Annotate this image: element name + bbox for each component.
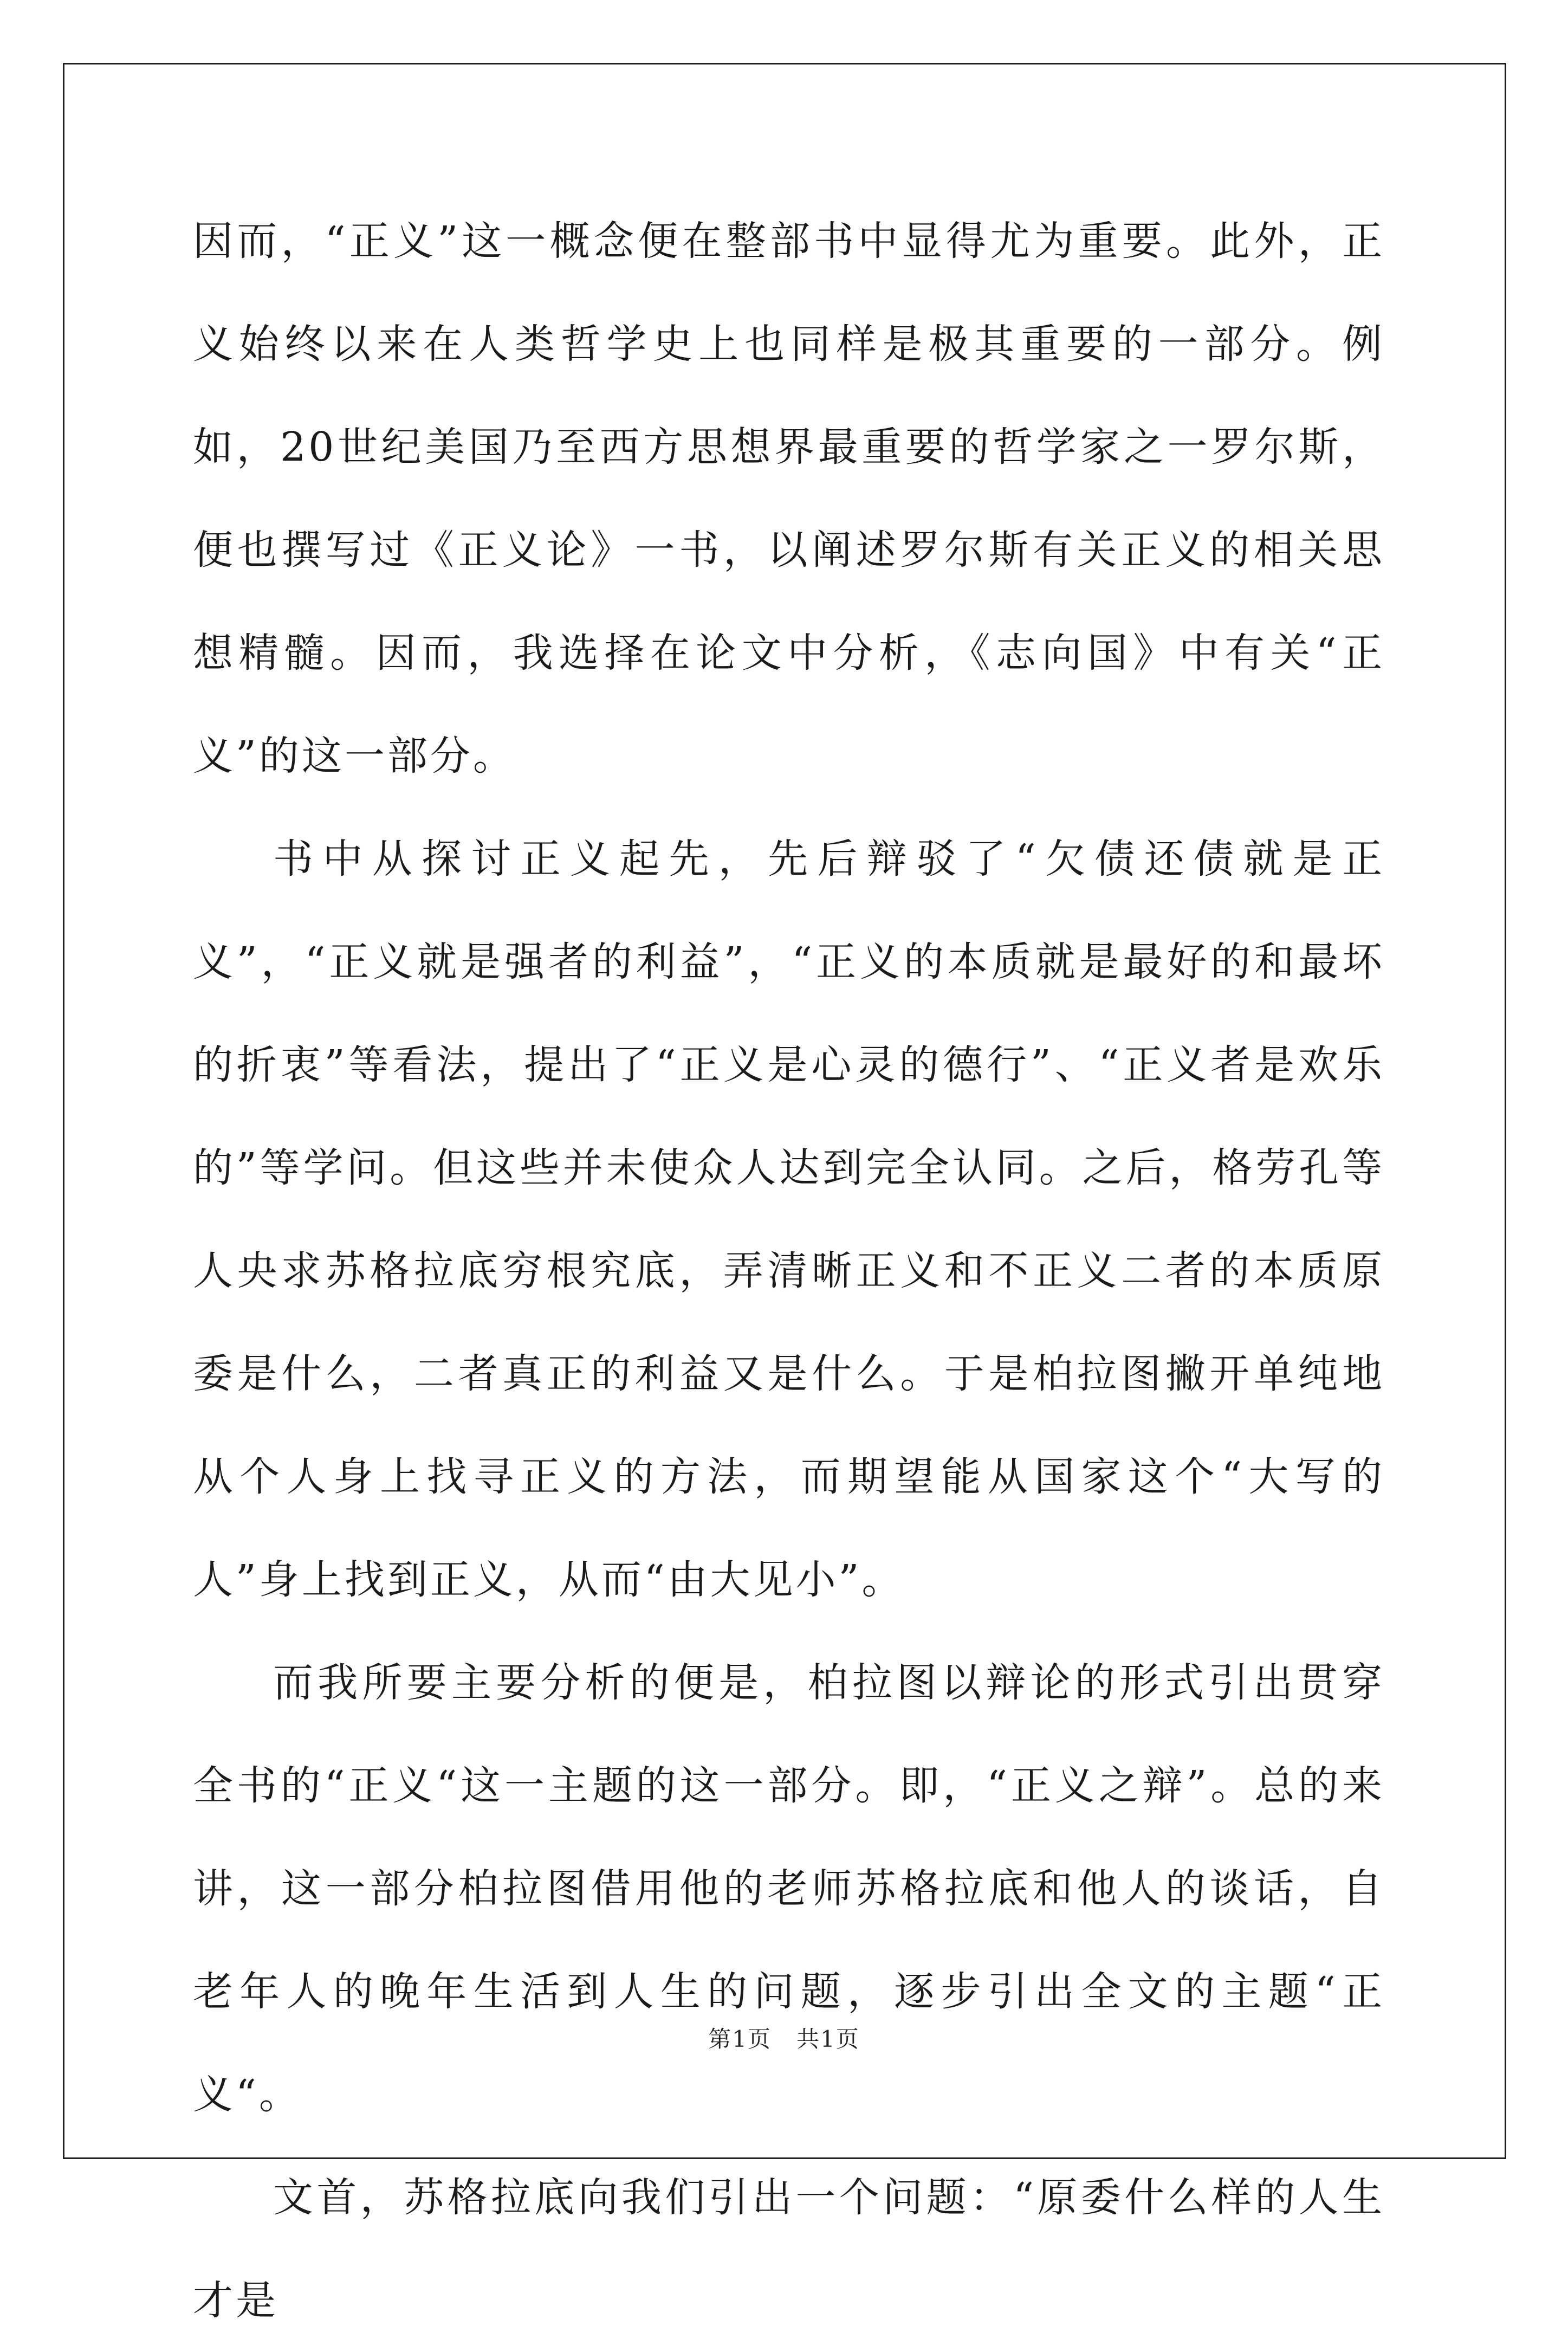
page-footer <box>0 2021 1568 2054</box>
page-number-label: 第1页 共1页 <box>708 2026 860 2052</box>
paragraph-2: 书中从探讨正义起先，先后辩驳了“欠债还债就是正义”，“正义就是强者的利益”，“正义的本质就是最好的和最坏的折衷”等看法，提出了“正义是心灵的德行”、“正义者是欢乐的”等学问。但这些并未使众人达到完全认同。之后，格劳孔等人央求苏格拉底穷根究底，弄清晰正义和不正义二者的本质原委是什么，二者真正的利益又是什么。于是柏拉图撇开单纯地从个人身上找寻正义的方法，而期望能从国家这个“大写的人”身上找到正义，从而“由大见小”。 <box>193 836 1385 1603</box>
paragraph-1: 因而，“正义”这一概念便在整部书中显得尤为重要。此外，正义始终以来在人类哲学史上也同样是极其重要的一部分。例如，20世纪美国乃至西方思想界最重要的哲学家之一罗尔斯，便也撰写过《正义论》一书，以阐述罗尔斯有关正义的相关思想精髓。因而，我选择在论文中分析，《志向国》中有关“正义”的这一部分。 <box>193 218 1385 779</box>
paragraph-4: 文首，苏格拉底向我们引出一个问题：“原委什么样的人生才是 <box>193 2174 1385 2324</box>
paragraph-3: 而我所要主要分析的便是，柏拉图以辩论的形式引出贯穿全书的“正义“这一主题的这一部分。即，“正义之辩”。总的来讲，这一部分柏拉图借用他的老师苏格拉底和他人的谈话，自老年人的晚年生活到人生的问题，逐步引出全文的主题“正义“。 <box>193 1659 1385 2118</box>
